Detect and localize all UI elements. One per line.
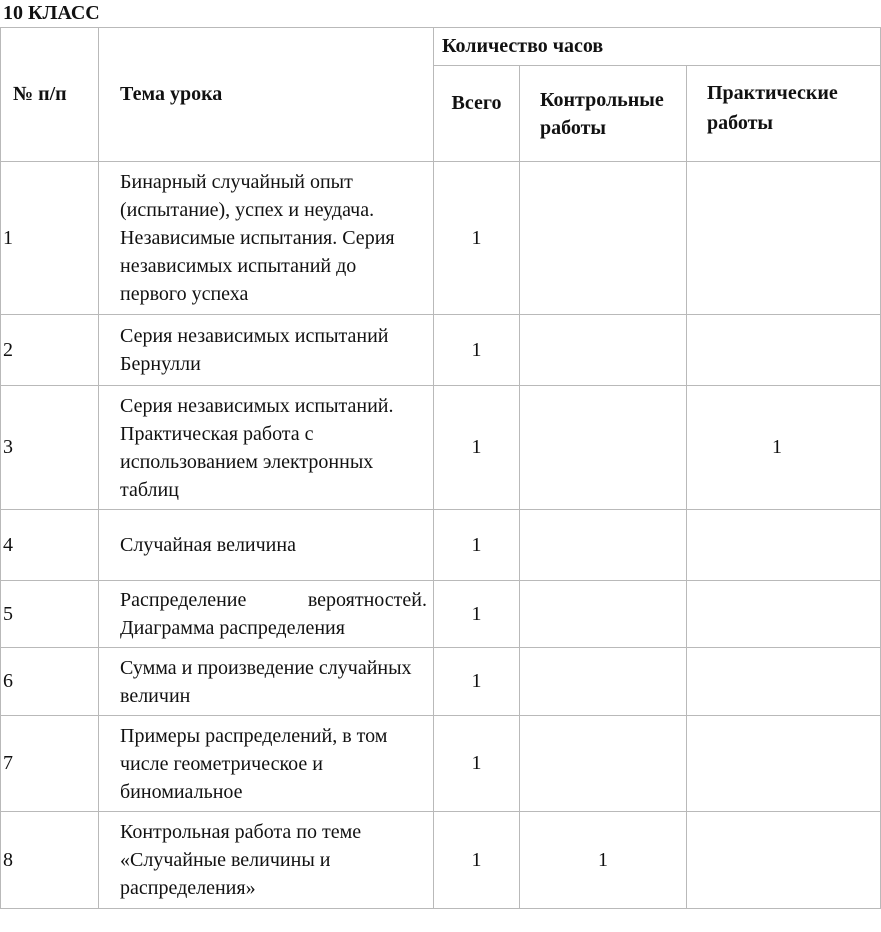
row-topic: Серия независимых испытаний. Практическая работа с использованием электронных таблиц [99, 386, 434, 510]
header-total: Всего [434, 66, 520, 162]
row-number: 4 [1, 510, 99, 581]
row-practical [687, 716, 881, 812]
row-total: 1 [434, 315, 520, 386]
row-number: 7 [1, 716, 99, 812]
row-number: 2 [1, 315, 99, 386]
row-topic: Распределение вероятностей. Диаграмма распределения [99, 581, 434, 648]
table-row [1, 581, 881, 648]
header-topic: Тема урока [99, 28, 434, 162]
header-control: Контрольные работы [520, 66, 687, 162]
row-total: 1 [434, 162, 520, 315]
table-row [1, 716, 881, 812]
row-total: 1 [434, 648, 520, 716]
row-control [520, 716, 687, 812]
row-practical [687, 581, 881, 648]
row-total: 1 [434, 510, 520, 581]
row-total: 1 [434, 386, 520, 510]
table-row [1, 812, 881, 909]
document-heading: 10 КЛАСС [3, 2, 100, 24]
row-total: 1 [434, 812, 520, 909]
row-number: 1 [1, 162, 99, 315]
row-control [520, 315, 687, 386]
row-control: 1 [520, 812, 687, 909]
row-number: 6 [1, 648, 99, 716]
row-control [520, 648, 687, 716]
row-topic: Примеры распределений, в том числе геометрическое и биномиальное [99, 716, 434, 812]
row-practical [687, 648, 881, 716]
table-row [1, 510, 881, 581]
row-total: 1 [434, 716, 520, 812]
row-practical [687, 510, 881, 581]
row-total: 1 [434, 581, 520, 648]
row-practical [687, 315, 881, 386]
row-practical: 1 [687, 386, 881, 510]
row-topic: Контрольная работа по теме «Случайные величины и распределения» [99, 812, 434, 909]
lesson-plan-table [0, 27, 881, 909]
row-practical [687, 812, 881, 909]
row-topic: Сумма и произведение случайных величин [99, 648, 434, 716]
row-control [520, 386, 687, 510]
row-number: 3 [1, 386, 99, 510]
table-row [1, 162, 881, 315]
table-row [1, 648, 881, 716]
header-practical [687, 66, 881, 162]
row-number: 8 [1, 812, 99, 909]
row-practical [687, 162, 881, 315]
row-number: 5 [1, 581, 99, 648]
row-topic: Серия независимых испытаний Бернулли [99, 315, 434, 386]
row-control [520, 581, 687, 648]
header-hours: Количество часов [434, 28, 881, 66]
row-control [520, 510, 687, 581]
row-topic: Случайная величина [99, 510, 434, 581]
header-practical-text: Практические работы [707, 82, 843, 134]
header-num: № п/п [1, 28, 99, 162]
table-row [1, 315, 881, 386]
row-control [520, 162, 687, 315]
row-topic: Бинарный случайный опыт (испытание), успех и неудача. Независимые испытания. Серия независимых испытаний до первого успеха [99, 162, 434, 315]
table-row [1, 386, 881, 510]
